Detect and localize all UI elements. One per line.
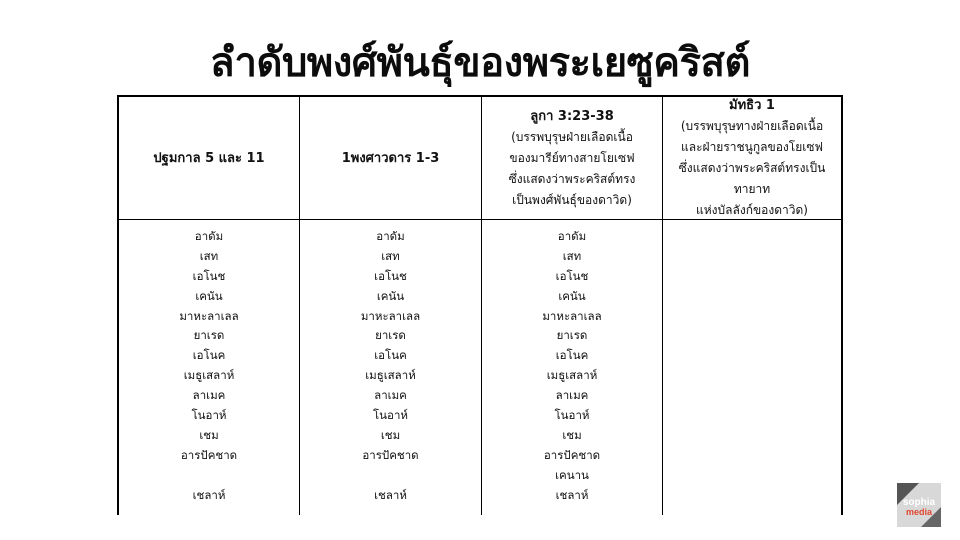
name-cell: เมธูเสลาห์ — [365, 368, 416, 383]
name-cell: อารปัคชาด — [180, 447, 238, 462]
header-luke — [482, 97, 662, 219]
name-cell: เชลาห์ — [555, 487, 589, 502]
name-cell: เอโนค — [555, 348, 589, 363]
header-title: ปฐมกาล 5 และ 11 — [153, 150, 265, 166]
name-cell: อารปัคชาด — [362, 447, 419, 462]
name-cell: เมธูเสลาห์ — [183, 368, 235, 383]
logo-text: sophia — [902, 497, 936, 508]
name-cell: เชม — [380, 427, 401, 442]
name-cell: เคนาน — [555, 467, 589, 482]
header-title: 1พงศาวดาร 1-3 — [341, 150, 440, 166]
header-subtitle: (บรรพบุรุษฝ่ายเลือดเนื้อ ของมารีย์ทางสายโยเซฟ ซึ่งแสดงว่าพระคริสต์ทรง เป็นพงศ์พันธุ์ของดาวิด) — [508, 129, 636, 207]
name-cell: เมธูเสลาห์ — [546, 368, 598, 383]
name-cell: เสท — [199, 248, 219, 263]
logo-text: media — [905, 507, 932, 517]
name-cell: ยาเรด — [375, 328, 406, 343]
name-cell: เคนัน — [376, 288, 405, 303]
name-cell: โนอาห์ — [373, 408, 408, 423]
name-cell: เชม — [562, 427, 582, 442]
name-cell: ยาเรด — [193, 328, 225, 343]
header-title: มัทธิว 1 — [729, 98, 775, 113]
name-cell: โนอาห์ — [554, 408, 590, 423]
name-cell: เอโนค — [192, 348, 226, 363]
name-cell: อาดัม — [194, 229, 224, 243]
name-cell: อาดัม — [557, 229, 587, 243]
name-cell: โนอาห์ — [191, 408, 227, 423]
name-cell: เสท — [562, 248, 582, 263]
name-cell: เอโนค — [374, 348, 407, 363]
name-cell — [300, 466, 481, 486]
sophia-media-logo — [897, 483, 941, 527]
name-cell: มาหะลาเลล — [179, 308, 239, 323]
name-cell: ลาเมค — [555, 388, 589, 403]
name-cell: เคนัน — [558, 288, 586, 303]
name-cell: เอโนช — [374, 268, 407, 283]
name-cell: มาหะลาเลล — [542, 308, 602, 323]
genealogy-table — [117, 95, 843, 515]
name-cell: ลาเมค — [374, 388, 407, 403]
name-cell: เชม — [199, 427, 219, 442]
name-cell: เชลาห์ — [374, 487, 407, 502]
names-genesis — [119, 227, 299, 505]
header-title: ลูกา 3:23-38 — [530, 108, 614, 124]
header-chronicles — [300, 97, 481, 219]
name-cell: ยาเรด — [556, 328, 588, 343]
names-chronicles — [300, 227, 481, 505]
name-cell: เชลาห์ — [192, 487, 226, 502]
header-subtitle: (บรรพบุรุษทางฝ่ายเลือดเนื้อ และฝ่ายราชนูกูลของโยเซฟ ซึ่งแสดงว่าพระคริสต์ทรงเป็นทายาท แห่งบัลลังก์ของดาวิด) — [678, 119, 826, 217]
name-cell: มาหะลาเลล — [360, 308, 421, 323]
name-cell — [119, 466, 299, 486]
page-title: ลำดับพงศ์พันธุ์ของพระเยซูคริสต์ — [210, 40, 750, 86]
name-cell: เสท — [381, 248, 400, 263]
header-genesis — [119, 97, 299, 219]
name-cell: เอโนช — [555, 268, 589, 283]
name-cell: ลาเมค — [192, 388, 226, 403]
header-matthew — [663, 97, 841, 219]
name-cell: อาดัม — [376, 229, 405, 243]
name-cell: เคนัน — [195, 288, 223, 303]
names-luke — [482, 227, 662, 505]
name-cell: เอโนช — [192, 268, 226, 283]
name-cell: อารปัคชาด — [543, 447, 601, 462]
